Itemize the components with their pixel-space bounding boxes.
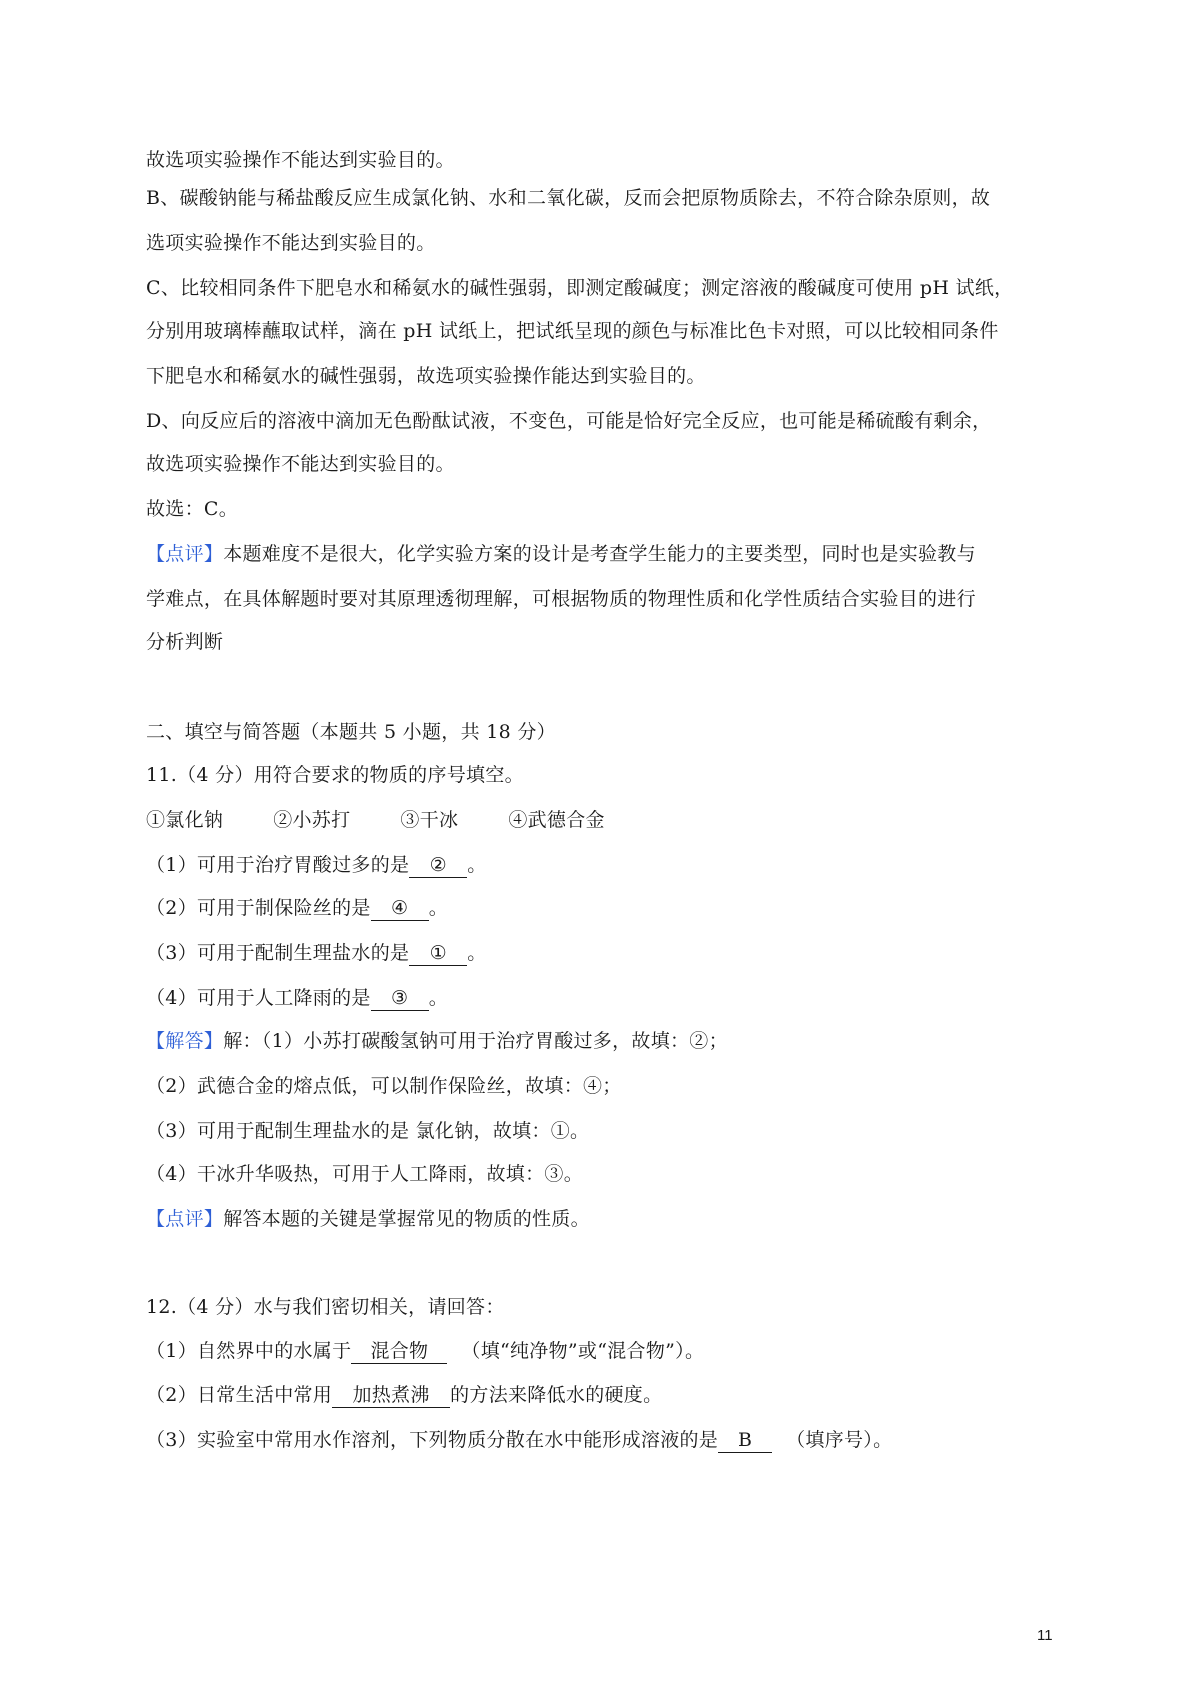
option-1: ①氯化钠 <box>146 809 224 831</box>
review-line <box>146 542 976 566</box>
text-line: D、向反应后的溶液中滴加无色酚酞试液，不变色，可能是恰好完全反应，也可能是稀硫酸有剩余， <box>146 410 992 432</box>
answer-line: 【解答】解：（1）小苏打碳酸氢钠可用于治疗胃酸过多，故填：②； <box>146 1030 728 1052</box>
review-text: 本题难度不是很大，化学实验方案的设计是考查学生能力的主要类型，同时也是实验教与 <box>223 543 976 565</box>
answer-blank: ① <box>409 943 467 966</box>
answer-blank: ④ <box>371 898 429 921</box>
review-line: 学难点，在具体解题时要对其原理透彻理解，可根据物质的物理性质和化学性质结合实验目的进行 <box>146 588 976 610</box>
option-3: ③干冰 <box>400 809 459 831</box>
text-line: 选项实验操作不能达到实验目的。 <box>146 232 436 254</box>
question-11-stem: 11.（4 分）用符合要求的物质的序号填空。 <box>146 764 524 786</box>
option-4: ④武德合金 <box>508 809 605 831</box>
review-tag: 【点评】 <box>146 1208 224 1230</box>
q11-item-2: （2）可用于制保险丝的是 ④ 。 <box>146 897 449 919</box>
q12-item-2: （2）日常生活中常用 加热煮沸 的方法来降低水的硬度。 <box>146 1384 663 1406</box>
review-tag: 【点评】 <box>146 543 224 565</box>
q12-item-3: （3）实验室中常用水作溶剂，下列物质分散在水中能形成溶液的是 B （填序号）。 <box>146 1429 893 1451</box>
text-line: 分别用玻璃棒蘸取试样，滴在 pH 试纸上，把试纸呈现的颜色与标准比色卡对照，可以比较相同条件 <box>146 320 999 342</box>
answer-blank: ③ <box>371 988 429 1011</box>
q12-item-1: （1）自然界中的水属于 混合物 （填“纯净物”或“混合物”）。 <box>146 1340 705 1362</box>
text-line: 故选：C。 <box>146 498 239 520</box>
answer-blank: 混合物 <box>351 1341 447 1364</box>
text-line: 下肥皂水和稀氨水的碱性强弱，故选项实验操作能达到实验目的。 <box>146 365 706 387</box>
review-line: 分析判断 <box>146 631 224 653</box>
text-line: 故选项实验操作不能达到实验目的。 <box>146 149 455 171</box>
answer-line: （4）干冰升华吸热，可用于人工降雨，故填：③。 <box>146 1163 583 1185</box>
option-2: ②小苏打 <box>273 809 351 831</box>
review-line: 【点评】解答本题的关键是掌握常见的物质的性质。 <box>146 1208 590 1230</box>
answer-tag: 【解答】 <box>146 1030 224 1052</box>
answer-blank: 加热煮沸 <box>332 1385 450 1408</box>
answer-blank: ② <box>409 855 467 878</box>
q11-item-3: （3）可用于配制生理盐水的是 ① 。 <box>146 942 487 964</box>
answer-blank: B <box>718 1430 772 1453</box>
q11-item-1: （1）可用于治疗胃酸过多的是 ② 。 <box>146 854 487 876</box>
question-11-options <box>146 808 605 832</box>
answer-line: （3）可用于配制生理盐水的是 氯化钠，故填：①。 <box>146 1120 590 1142</box>
q11-item-4: （4）可用于人工降雨的是 ③ 。 <box>146 987 449 1009</box>
section-title: 二、填空与简答题（本题共 5 小题，共 18 分） <box>146 721 556 743</box>
question-12-stem: 12.（4 分）水与我们密切相关，请回答： <box>146 1296 505 1318</box>
text-line: 故选项实验操作不能达到实验目的。 <box>146 453 455 475</box>
page-number: 11 <box>1037 1627 1053 1644</box>
answer-line: （2）武德合金的熔点低，可以制作保险丝，故填：④； <box>146 1075 622 1097</box>
text-line: C、比较相同条件下肥皂水和稀氨水的碱性强弱，即测定酸碱度；测定溶液的酸碱度可使用 pH 试纸， <box>146 277 1014 299</box>
text-line: B、碳酸钠能与稀盐酸反应生成氯化钠、水和二氧化碳，反而会把原物质除去，不符合除杂原则，故 <box>146 187 991 209</box>
